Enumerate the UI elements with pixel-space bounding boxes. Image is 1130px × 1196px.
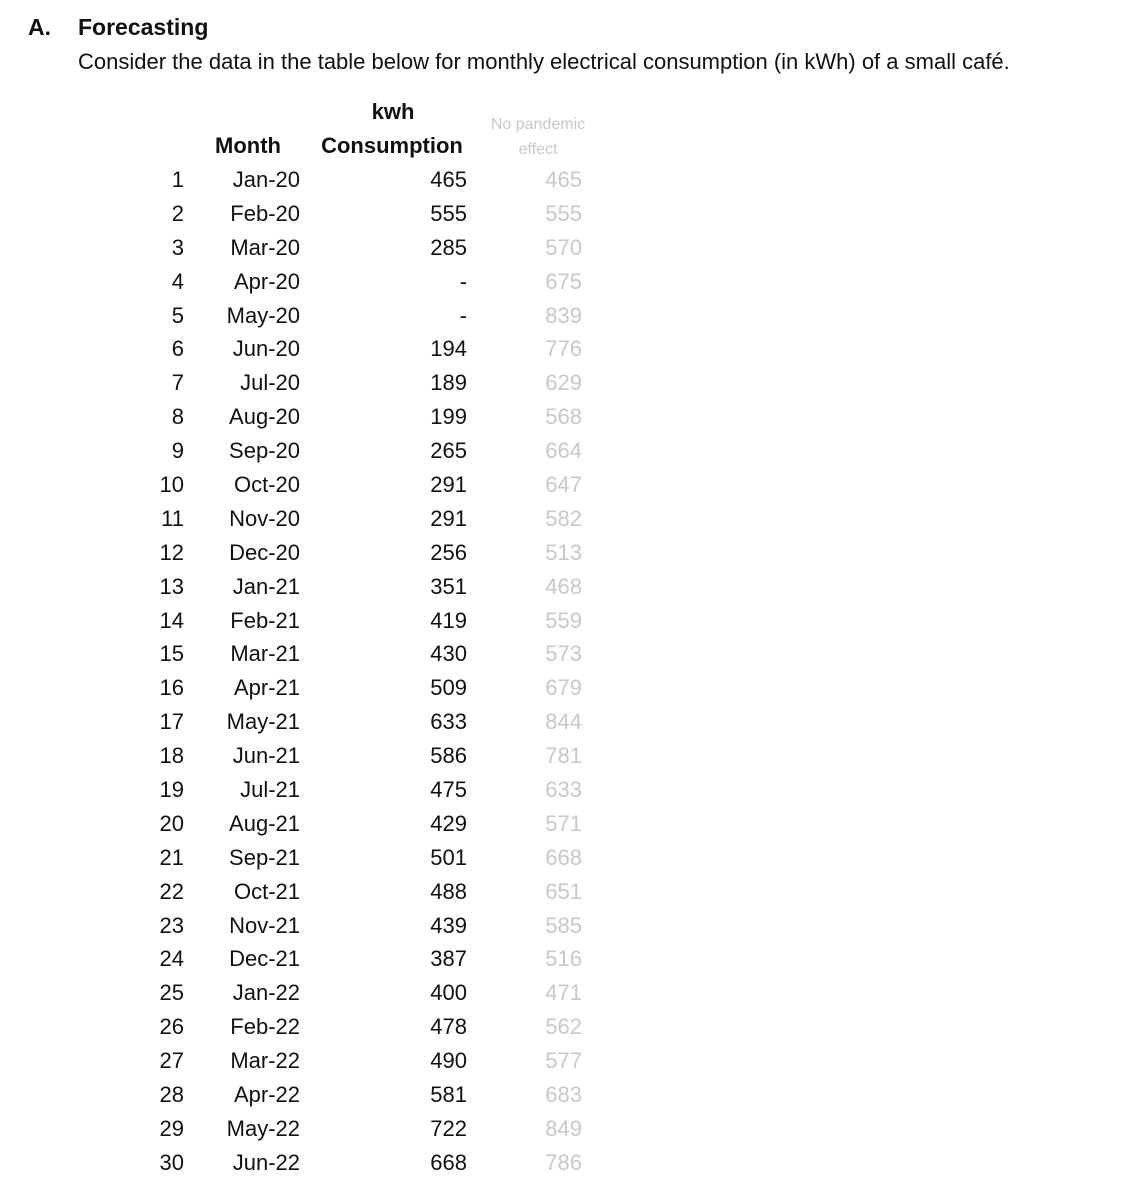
row-number-cell: 20 [159, 810, 184, 836]
row-number-cell: 28 [159, 1082, 184, 1108]
no-pandemic-cell: 675 [545, 268, 582, 294]
header-no-pandemic-line2: effect [518, 141, 558, 158]
table-row [0, 436, 700, 470]
month-cell: Sep-21 [229, 844, 300, 870]
table-row [0, 267, 700, 301]
month-cell: May-21 [226, 709, 300, 735]
no-pandemic-cell: 679 [545, 675, 582, 701]
header-no-pandemic-line1: No pandemic [490, 116, 586, 133]
table-row [0, 707, 700, 741]
row-number-cell: 15 [159, 641, 184, 667]
kwh-consumption-cell: 291 [430, 472, 467, 498]
row-number-cell: 16 [159, 675, 184, 701]
table-row [0, 978, 700, 1012]
table-row [0, 572, 700, 606]
kwh-consumption-cell: 490 [430, 1048, 467, 1074]
section-letter: A. [28, 14, 51, 40]
row-number-cell: 27 [159, 1048, 184, 1074]
kwh-consumption-cell: 429 [430, 810, 467, 836]
table-row [0, 673, 700, 707]
no-pandemic-cell: 844 [545, 709, 582, 735]
no-pandemic-cell: 647 [545, 472, 582, 498]
table-row [0, 877, 700, 911]
month-cell: Jun-21 [232, 743, 300, 769]
row-number-cell: 3 [171, 234, 184, 260]
month-cell: Jan-22 [232, 980, 300, 1006]
no-pandemic-cell: 573 [545, 641, 582, 667]
table-row [0, 1012, 700, 1046]
table-row [0, 1114, 700, 1148]
kwh-consumption-cell: 668 [430, 1149, 467, 1175]
table-row [0, 775, 700, 809]
no-pandemic-cell: 849 [545, 1115, 582, 1141]
section-title: Forecasting [78, 14, 209, 40]
table-row [0, 199, 700, 233]
month-cell: Aug-20 [229, 404, 300, 430]
row-number-cell: 18 [159, 743, 184, 769]
table-row [0, 368, 700, 402]
no-pandemic-cell: 516 [545, 946, 582, 972]
row-number-cell: 13 [159, 573, 184, 599]
table-row [0, 470, 700, 504]
row-number-cell: 26 [159, 1014, 184, 1040]
kwh-consumption-cell: 387 [430, 946, 467, 972]
kwh-consumption-cell: - [459, 268, 467, 294]
kwh-consumption-cell: 199 [430, 404, 467, 430]
no-pandemic-cell: 633 [545, 777, 582, 803]
no-pandemic-cell: 781 [545, 743, 582, 769]
kwh-consumption-cell: 509 [430, 675, 467, 701]
month-cell: May-20 [226, 302, 300, 328]
row-number-cell: 6 [171, 336, 184, 362]
no-pandemic-cell: 664 [545, 438, 582, 464]
table-row [0, 1080, 700, 1114]
kwh-consumption-cell: 265 [430, 438, 467, 464]
table-row [0, 809, 700, 843]
row-number-cell: 23 [159, 912, 184, 938]
table-row [0, 301, 700, 335]
table-row [0, 911, 700, 945]
no-pandemic-cell: 568 [545, 404, 582, 430]
month-cell: Sep-20 [229, 438, 300, 464]
no-pandemic-cell: 471 [545, 980, 582, 1006]
row-number-cell: 22 [159, 878, 184, 904]
month-cell: Mar-21 [230, 641, 300, 667]
kwh-consumption-cell: 586 [430, 743, 467, 769]
row-number-cell: 5 [171, 302, 184, 328]
row-number-cell: 2 [171, 200, 184, 226]
table-row [0, 1148, 700, 1182]
no-pandemic-cell: 559 [545, 607, 582, 633]
month-cell: Jun-22 [232, 1149, 300, 1175]
intro-text: Consider the data in the table below for monthly electrical consumption (in kWh) of a small café. [78, 49, 1010, 74]
month-cell: Apr-22 [233, 1082, 300, 1108]
no-pandemic-cell: 629 [545, 370, 582, 396]
row-number-cell: 25 [159, 980, 184, 1006]
no-pandemic-cell: 839 [545, 302, 582, 328]
table-row [0, 402, 700, 436]
month-cell: Apr-21 [233, 675, 300, 701]
kwh-consumption-cell: 291 [430, 505, 467, 531]
table-row [0, 504, 700, 538]
data-table [0, 165, 700, 1182]
month-cell: Jul-21 [240, 777, 300, 803]
header-month: Month [215, 133, 281, 158]
row-number-cell: 9 [171, 438, 184, 464]
row-number-cell: 17 [159, 709, 184, 735]
row-number-cell: 11 [161, 505, 184, 531]
table-row [0, 233, 700, 267]
month-cell: Oct-21 [233, 878, 300, 904]
table-row [0, 741, 700, 775]
kwh-consumption-cell: 581 [430, 1082, 467, 1108]
no-pandemic-cell: 668 [545, 844, 582, 870]
table-row [0, 538, 700, 572]
month-cell: Jan-21 [232, 573, 300, 599]
no-pandemic-cell: 465 [545, 167, 582, 192]
table-row [0, 606, 700, 640]
month-cell: Apr-20 [233, 268, 300, 294]
no-pandemic-cell: 577 [545, 1048, 582, 1074]
kwh-consumption-cell: 465 [430, 167, 467, 192]
kwh-consumption-cell: 194 [430, 336, 467, 362]
no-pandemic-cell: 776 [545, 336, 582, 362]
month-cell: Nov-21 [229, 912, 300, 938]
no-pandemic-cell: 562 [545, 1014, 582, 1040]
header-consumption: Consumption [321, 133, 463, 158]
table-row [0, 843, 700, 877]
kwh-consumption-cell: 400 [430, 980, 467, 1006]
month-cell: Mar-20 [230, 234, 300, 260]
kwh-consumption-cell: 351 [430, 573, 467, 599]
kwh-consumption-cell: 488 [430, 878, 467, 904]
table-row [0, 165, 700, 199]
table-row [0, 1046, 700, 1080]
no-pandemic-cell: 585 [545, 912, 582, 938]
row-number-cell: 24 [159, 946, 184, 972]
month-cell: Oct-20 [233, 472, 300, 498]
row-number-cell: 7 [171, 370, 184, 396]
kwh-consumption-cell: 478 [430, 1014, 467, 1040]
month-cell: Jan-20 [232, 167, 300, 192]
no-pandemic-cell: 683 [545, 1082, 582, 1108]
no-pandemic-cell: 571 [545, 810, 582, 836]
row-number-cell: 14 [159, 607, 184, 633]
row-number-cell: 10 [159, 472, 184, 498]
no-pandemic-cell: 555 [545, 200, 582, 226]
kwh-consumption-cell: 501 [430, 844, 467, 870]
kwh-consumption-cell: 189 [430, 370, 467, 396]
no-pandemic-cell: 513 [545, 539, 582, 565]
row-number-cell: 12 [159, 539, 184, 565]
row-number-cell: 19 [159, 777, 184, 803]
month-cell: Feb-21 [230, 607, 300, 633]
header-no-pandemic [474, 112, 602, 162]
table-row [0, 639, 700, 673]
kwh-consumption-cell: 475 [430, 777, 467, 803]
month-cell: Feb-22 [230, 1014, 300, 1040]
row-number-cell: 4 [171, 268, 184, 294]
month-cell: Feb-20 [230, 200, 300, 226]
month-cell: Dec-20 [229, 539, 300, 565]
row-number-cell: 8 [171, 404, 184, 430]
kwh-consumption-cell: 722 [430, 1115, 467, 1141]
month-cell: Dec-21 [229, 946, 300, 972]
kwh-consumption-cell: 430 [430, 641, 467, 667]
table-row [0, 334, 700, 368]
no-pandemic-cell: 570 [545, 234, 582, 260]
kwh-consumption-cell: 633 [430, 709, 467, 735]
kwh-consumption-cell: - [459, 302, 467, 328]
kwh-consumption-cell: 285 [430, 234, 467, 260]
kwh-consumption-cell: 439 [430, 912, 467, 938]
no-pandemic-cell: 468 [545, 573, 582, 599]
kwh-consumption-cell: 555 [430, 200, 467, 226]
month-cell: Jun-20 [232, 336, 300, 362]
no-pandemic-cell: 651 [545, 878, 582, 904]
month-cell: May-22 [226, 1115, 300, 1141]
row-number-cell: 21 [159, 844, 184, 870]
month-cell: Nov-20 [229, 505, 300, 531]
month-cell: Aug-21 [229, 810, 300, 836]
row-number-cell: 30 [159, 1149, 184, 1175]
no-pandemic-cell: 786 [545, 1149, 582, 1175]
row-number-cell: 1 [171, 167, 184, 192]
no-pandemic-cell: 582 [545, 505, 582, 531]
kwh-consumption-cell: 256 [430, 539, 467, 565]
row-number-cell: 29 [159, 1115, 184, 1141]
kwh-consumption-cell: 419 [430, 607, 467, 633]
table-row [0, 944, 700, 978]
month-cell: Jul-20 [240, 370, 300, 396]
header-kwh: kwh [371, 99, 415, 124]
month-cell: Mar-22 [230, 1048, 300, 1074]
